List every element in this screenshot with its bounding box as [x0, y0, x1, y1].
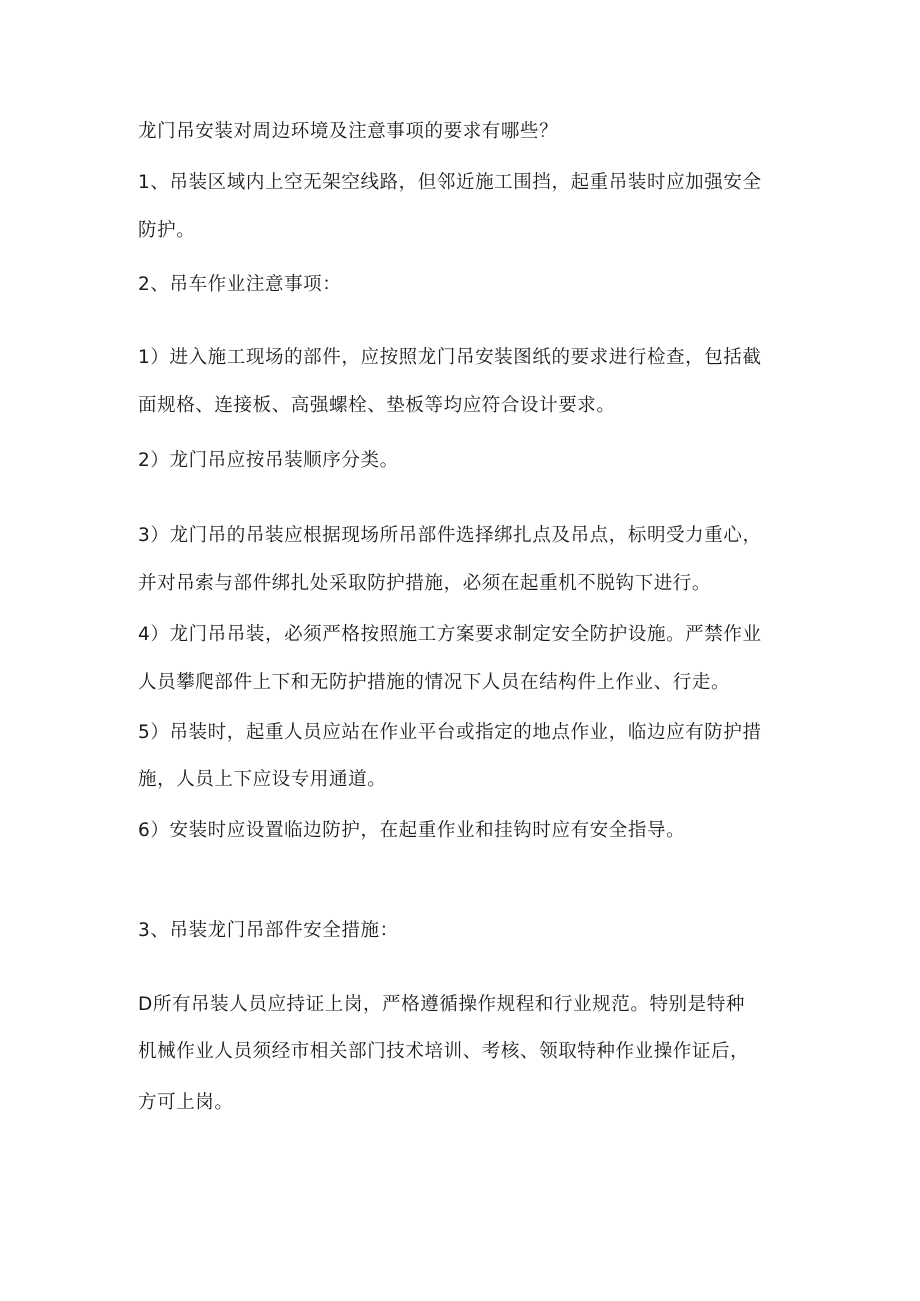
- item-2-5-line-2: 施，人员上下应设专用通道。: [138, 769, 387, 790]
- item-2-4-line-2: 人员攀爬部件上下和无防护措施的情况下人员在结构件上作业、行走。: [138, 672, 731, 693]
- item-2-5-line-1: 5）吊装时，起重人员应站在作业平台或指定的地点作业，临边应有防护措: [138, 722, 762, 743]
- item-3-1-line-2: 机械作业人员须经市相关部门技术培训、考核、领取特种作业操作证后，: [138, 1041, 750, 1062]
- item-2-4-line-1: 4）龙门吊吊装，必须严格按照施工方案要求制定安全防护设施。严禁作业: [138, 624, 762, 645]
- item-2-1-line-1: 1）进入施工现场的部件，应按照龙门吊安装图纸的要求进行检查，包括截: [138, 347, 762, 368]
- section-1-line-1: 1、吊装区域内上空无架空线路，但邻近施工围挡，起重吊装时应加强安全: [138, 172, 762, 193]
- item-2-3-line-2: 并对吊索与部件绑扎处采取防护措施，必须在起重机不脱钩下进行。: [138, 573, 712, 594]
- section-2-heading: 2、吊车作业注意事项：: [138, 274, 342, 295]
- item-2-2-line-1: 2）龙门吊应按吊装顺序分类。: [138, 450, 399, 471]
- item-3-1-line-3: 方可上岗。: [138, 1092, 234, 1113]
- section-3-heading: 3、吊装龙门吊部件安全措施：: [138, 920, 399, 941]
- section-1-line-2: 防护。: [138, 220, 196, 241]
- item-2-1-line-2: 面规格、连接板、高强螺栓、垫板等均应符合设计要求。: [138, 395, 616, 416]
- item-2-6-line-1: 6）安装时应设置临边防护，在起重作业和挂钩时应有安全指导。: [138, 820, 686, 841]
- item-3-1-line-1: D所有吊装人员应持证上岗，严格遵循操作规程和行业规范。特别是特种: [138, 994, 745, 1015]
- item-2-3-line-1: 3）龙门吊的吊装应根据现场所吊部件选择绑扎点及吊点，标明受力重心，: [138, 525, 762, 546]
- document-title: 龙门吊安装对周边环境及注意事项的要求有哪些？: [138, 121, 559, 142]
